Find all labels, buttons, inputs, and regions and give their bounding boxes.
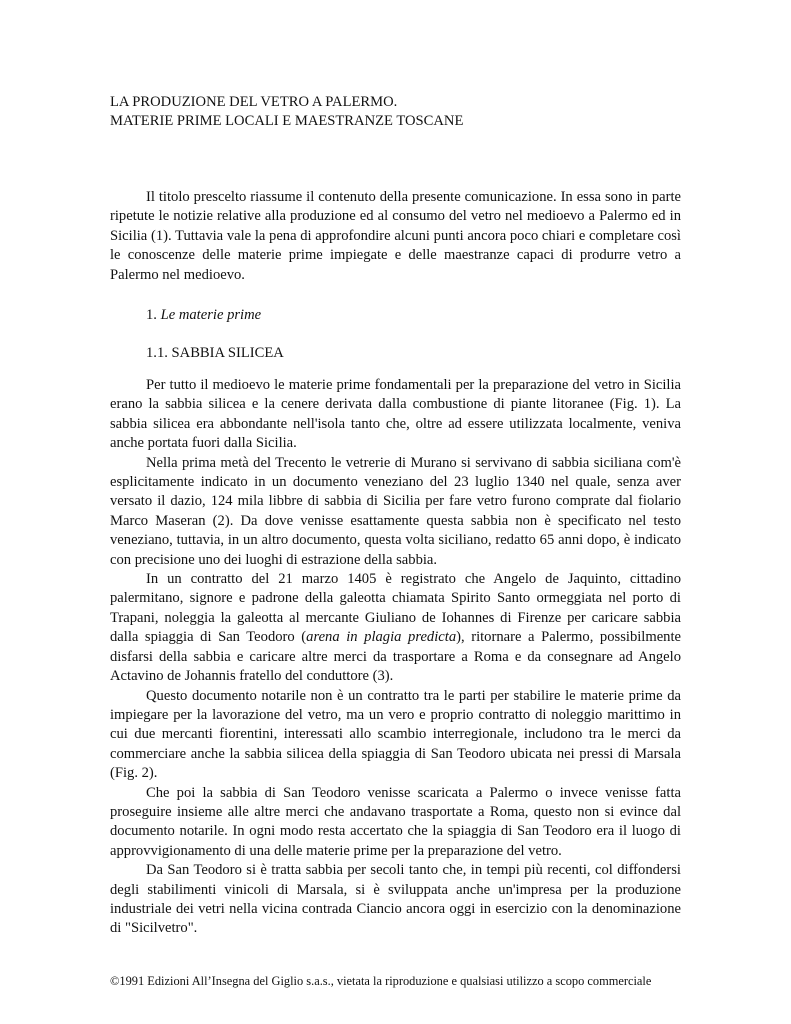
title-line-1: LA PRODUZIONE DEL VETRO A PALERMO. <box>110 94 398 110</box>
paragraph-2: Nella prima metà del Trecento le vetrerie di Murano si servivano di sabbia siciliana com'è esplicitamente indicato in un documento veneziano del 23 luglio 1340 nel quale, senza aver versato il dazio, 124 mila libbre di sabbia di Sicilia per fare vetro furono comprate dal fiolario Marco Maseran (2). Da dove venisse esattamente questa sabbia non è specificato nel testo veneziano, tuttavia, in un altro documento, questa volta siciliano, redatto 65 anni dopo, è indicato con precisione uno dei luoghi di estrazione della sabbia. <box>110 454 681 568</box>
paragraph-3-text-a: In un contratto del 21 marzo 1405 è registrato che Angelo de Jaquinto, cittadino palermitano, signore e padrone della galeotta chiamata Spirito Santo ormeggiata nel porto di Trapani, noleggia la galeotta al mercante Giuliano de Iohannes di Firenze per caricare sabbia dalla spiaggia di San Teodoro ( <box>110 571 681 646</box>
intro-block <box>110 188 681 285</box>
intro-paragraph: Il titolo prescelto riassume il contenuto della presente comunicazione. In essa sono in parte ripetute le notizie relative alla produzione ed al consumo del vetro nel medioevo a Palermo ed in Sicilia (1). Tuttavia vale la pena di approfondire alcuni punti ancora poco chiari e completare così le conoscenze delle materie prime impiegate e delle maestranze capaci di produrre vetro a Palermo nel medioevo. <box>110 189 681 283</box>
paragraph-5: Che poi la sabbia di San Teodoro venisse scaricata a Palermo o invece venisse fatta proseguire insieme alle altre merci che andavano trasportate a Roma, questo non si evince dal documento notarile. In ogni modo resta accertato che la spiaggia di San Teodoro era il luogo di approvvigionamento di una delle materie prime per la preparazione del vetro. <box>110 784 681 859</box>
body-text <box>110 376 681 939</box>
copyright-footer: ©1991 Edizioni All’Insegna del Giglio s.a.s., vietata la riproduzione e qualsiasi utilizzo a scopo commerciale <box>110 974 652 988</box>
paragraph-3 <box>110 570 681 686</box>
paragraph-4: Questo documento notarile non è un contratto tra le parti per stabilire le materie prime da impiegare per la lavorazione del vetro, ma un vero e proprio contratto di noleggio marittimo in cui due mercanti fiorentini, interessati allo scambio interregionale, includono tra le merci da commerciare anche la sabbia silicea della spiaggia di San Teodoro ubicata nei pressi di Marsala (Fig. 2). <box>110 687 681 782</box>
section-number: 1. <box>146 307 161 323</box>
section-heading <box>146 306 261 325</box>
section-title: Le materie prime <box>160 307 262 323</box>
subsection-heading: 1.1. SABBIA SILICEA <box>146 345 284 361</box>
paragraph-6: Da San Teodoro si è tratta sabbia per secoli tanto che, in tempi più recenti, col diffondersi degli stabilimenti vinicoli di Marsala, si è sviluppata anche un'impresa per la produzione industriale dei vetri nella vicina contrada Ciancio ancora oggi in esercizio con la denominazione di "Sicilvetro". <box>110 862 681 937</box>
document-title <box>110 93 710 132</box>
paragraph-3-text-b: ), ritornare a Palermo, possibilmente disfarsi della sabbia e caricare altre merci da trasportare a Roma e da consegnare ad Angelo Actavino de Johannis fratello del conduttore (3). <box>110 629 682 685</box>
paragraph-3-latin-quote: arena in plagia predicta <box>306 629 457 646</box>
paragraph-1: Per tutto il medioevo le materie prime fondamentali per la preparazione del vetro in Sicilia erano la sabbia silicea e la cenere derivata dalla combustione di piante litoranee (Fig. 1). La sabbia silicea era abbondante nell'isola tanto che, oltre ad essere utilizzata localmente, veniva anche portata fuori dalla Sicilia. <box>110 377 681 452</box>
title-line-2: MATERIE PRIME LOCALI E MAESTRANZE TOSCANE <box>110 113 464 130</box>
